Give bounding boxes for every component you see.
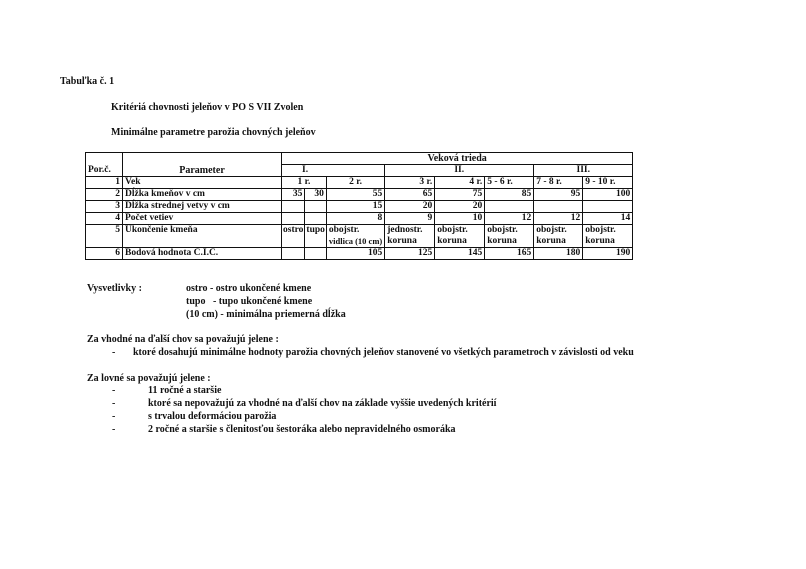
ending-bottom: koruna	[387, 236, 417, 246]
value-cell: 75	[435, 189, 485, 201]
age-cell: 7 - 8 r.	[534, 177, 583, 189]
ending-top: obojstr.	[487, 225, 518, 235]
value-cell: 30	[305, 189, 326, 201]
value-cell	[305, 201, 326, 213]
age-cell: 9 - 10 r.	[583, 177, 633, 189]
note-item: ostro - ostro ukončené kmene	[186, 283, 312, 294]
value-cell	[282, 201, 305, 213]
row-number: 1	[86, 177, 123, 189]
header-vekova-trieda: Veková trieda	[282, 153, 633, 165]
value-cell: 95	[534, 189, 583, 201]
value-cell	[305, 248, 326, 260]
ending-top: obojstr.	[328, 225, 360, 235]
ending-cell	[485, 225, 534, 248]
value-cell: 85	[485, 189, 534, 201]
header-por: Por.č.	[86, 153, 123, 177]
hunting-item: 2 ročné a staršie s členitosťou šestoráka alebo nepravidelného osmoráka	[148, 424, 456, 435]
ending-cell: ostro	[282, 225, 305, 248]
age-cell: 4 r.	[435, 177, 485, 189]
ending-cell	[435, 225, 485, 248]
ending-cell	[583, 225, 633, 248]
age-cell: 1 r.	[282, 177, 327, 189]
ending-bottom: koruna	[536, 236, 566, 246]
row-number: 3	[86, 201, 123, 213]
note-item: tupo - tupo ukončené kmene	[186, 296, 313, 307]
bullet-dash: -	[112, 347, 116, 358]
table-row	[86, 225, 633, 248]
age-cell: 5 - 6 r.	[485, 177, 534, 189]
header-parameter: Parameter	[123, 153, 282, 177]
value-cell: 15	[326, 201, 384, 213]
document-title: Kritériá chovnosti jeleňov v PO S VII Zvolen	[111, 102, 304, 113]
antler-criteria-table	[85, 152, 633, 260]
row-name: Bodová hodnota C.I.C.	[123, 248, 282, 260]
table-row	[86, 189, 633, 201]
group-III: III.	[534, 165, 633, 177]
value-cell: 105	[326, 248, 384, 260]
hunting-item: 11 ročné a staršie	[148, 385, 222, 396]
age-cell: 2 r.	[326, 177, 384, 189]
bullet-dash: -	[112, 398, 116, 409]
row-name: Počet vetiev	[123, 213, 282, 225]
ending-top: obojstr.	[536, 225, 567, 235]
value-cell: 9	[385, 213, 435, 225]
table-row	[86, 177, 633, 189]
value-cell	[583, 201, 633, 213]
ending-bottom: koruna	[437, 236, 467, 246]
value-cell: 145	[435, 248, 485, 260]
group-II: II.	[385, 165, 534, 177]
row-name: Dĺžka strednej vetvy v cm	[123, 201, 282, 213]
value-cell: 12	[534, 213, 583, 225]
age-cell: 3 r.	[385, 177, 435, 189]
row-name: Vek	[123, 177, 282, 189]
bullet-dash: -	[112, 411, 116, 422]
hunting-item: s trvalou deformáciou parožia	[148, 411, 277, 422]
bullet-dash: -	[112, 424, 116, 435]
note-item: (10 cm) - minimálna priemerná dĺžka	[186, 309, 346, 320]
value-cell: 14	[583, 213, 633, 225]
group-I: I.	[282, 165, 385, 177]
hunting-title: Za lovné sa považujú jelene :	[87, 373, 211, 384]
value-cell: 20	[385, 201, 435, 213]
table-row	[86, 201, 633, 213]
notes-label: Vysvetlivky :	[87, 283, 142, 294]
row-number: 4	[86, 213, 123, 225]
document-heading: Tabuľka č. 1	[60, 76, 115, 87]
value-cell: 190	[583, 248, 633, 260]
value-cell: 125	[385, 248, 435, 260]
value-cell	[282, 248, 305, 260]
ending-cell: tupo	[305, 225, 326, 248]
ending-bottom: vidlica (10 cm)	[328, 236, 383, 246]
bullet-dash: -	[112, 385, 116, 396]
table-header-row	[86, 153, 633, 165]
table-row	[86, 248, 633, 260]
ending-cell	[385, 225, 435, 248]
breeding-item: ktoré dosahujú minimálne hodnoty parožia chovných jeleňov stanovené vo všetkých parametroch v závislosti od veku	[133, 347, 634, 358]
row-number: 6	[86, 248, 123, 260]
row-number: 2	[86, 189, 123, 201]
value-cell	[305, 213, 326, 225]
row-name: Dĺžka kmeňov v cm	[123, 189, 282, 201]
table-row	[86, 213, 633, 225]
hunting-item: ktoré sa nepovažujú za vhodné na ďalší chov na základe vyššie uvedených kritérií	[148, 398, 497, 409]
value-cell: 55	[326, 189, 384, 201]
ending-top: jednostr.	[387, 225, 423, 235]
value-cell: 10	[435, 213, 485, 225]
ending-bottom: koruna	[585, 236, 615, 246]
value-cell: 35	[282, 189, 305, 201]
value-cell: 12	[485, 213, 534, 225]
value-cell	[282, 213, 305, 225]
ending-top: obojstr.	[585, 225, 616, 235]
value-cell: 20	[435, 201, 485, 213]
value-cell	[485, 201, 534, 213]
ending-cell	[534, 225, 583, 248]
value-cell: 65	[385, 189, 435, 201]
value-cell: 8	[326, 213, 384, 225]
value-cell: 100	[583, 189, 633, 201]
breeding-title: Za vhodné na ďalší chov sa považujú jelene :	[87, 334, 279, 345]
value-cell	[534, 201, 583, 213]
value-cell: 165	[485, 248, 534, 260]
row-number: 5	[86, 225, 123, 248]
ending-cell	[326, 225, 384, 248]
ending-bottom: koruna	[487, 236, 517, 246]
ending-top: obojstr.	[437, 225, 468, 235]
row-name: Ukončenie kmeňa	[123, 225, 282, 248]
value-cell: 180	[534, 248, 583, 260]
document-subtitle: Minimálne parametre parožia chovných jeleňov	[111, 127, 316, 138]
